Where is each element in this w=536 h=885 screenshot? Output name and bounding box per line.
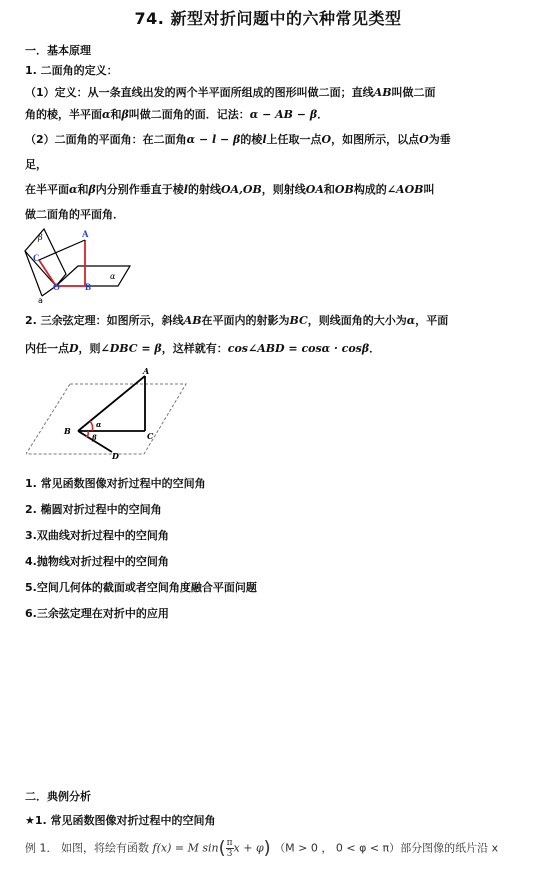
point-b-label: B (85, 282, 92, 292)
three-cosine-figure (26, 366, 192, 464)
plane-angle-line-3: 在半平面α和β内分别作垂直于棱l的射线OA,OB，则射线OA和OB构成的∠AOB叫 (25, 183, 435, 196)
cosine-theorem-line-2: 内任一点D，则∠DBC = β，这样就有：cos∠ABD = cosα · cosβ． (25, 342, 381, 355)
page-title: 74. 新型对折问题中的六种常见类型 (134, 9, 402, 28)
type-list-item: 3.双曲线对折过程中的空间角 (25, 529, 169, 542)
plane-angle-line-4: 做二面角的平面角． (25, 208, 124, 221)
fig2-beta-label: β (92, 433, 97, 442)
fig2-alpha-label: α (96, 420, 102, 429)
alpha-label: α (110, 272, 116, 281)
point-a-label: A (82, 229, 89, 239)
definition-line-1: （1）定义：从一条直线出发的两个半平面所组成的图形叫做二面；直线AB叫做二面 (25, 86, 436, 99)
section-heading-examples: 二．典例分析 (25, 790, 91, 803)
cosine-theorem-line-1: 2. 三余弦定理：如图所示，斜线AB在平面内的射影为BC，则线面角的大小为α，平面 (25, 314, 449, 327)
pi-over-three-fraction: $\frac{\pi}{3}$ (226, 838, 233, 859)
type-list-item: 2. 椭圆对折过程中的空间角 (25, 503, 162, 516)
plane-angle-line-2: 足， (25, 158, 47, 171)
fig2-point-c-label: C (147, 431, 154, 441)
example-1-text: 例 1． 如图，将绘有函数 f(x) = M sin( $\frac{\pi}{3}$ x + φ) （M > 0 ， 0 < φ < π）部分图像的纸片沿 x (25, 837, 499, 859)
point-o-label: O (53, 282, 61, 292)
edge-a-label: a (38, 296, 43, 304)
definition-line-2: 角的棱，半平面α和β叫做二面角的面．记法：α − AB − β． (25, 108, 329, 121)
type-list-item: 6.三余弦定理在对折中的应用 (25, 607, 169, 620)
type-list-item: 1. 常见函数图像对折过程中的空间角 (25, 477, 206, 490)
point-c-label: C (33, 253, 40, 263)
beta-label: β (38, 233, 43, 242)
dihedral-angle-figure (22, 224, 132, 304)
type-list-item: 4.抛物线对折过程中的空间角 (25, 555, 169, 568)
fig2-point-d-label: D (112, 451, 119, 461)
type-list-item: 5.空间几何体的截面或者空间角度融合平面问题 (25, 581, 257, 594)
dihedral-definition-heading: 1. 二面角的定义： (25, 64, 118, 77)
plane-angle-line-1: （2）二面角的平面角：在二面角α − l − β的棱l上任取一点O，如图所示，以点O为垂 (25, 133, 451, 146)
example-subheading: ★1. 常见函数图像对折过程中的空间角 (25, 814, 216, 827)
section-heading-basics: 一．基本原理 (25, 44, 91, 57)
fig2-point-b-label: B (64, 426, 71, 436)
fig2-point-a-label: A (143, 366, 150, 376)
